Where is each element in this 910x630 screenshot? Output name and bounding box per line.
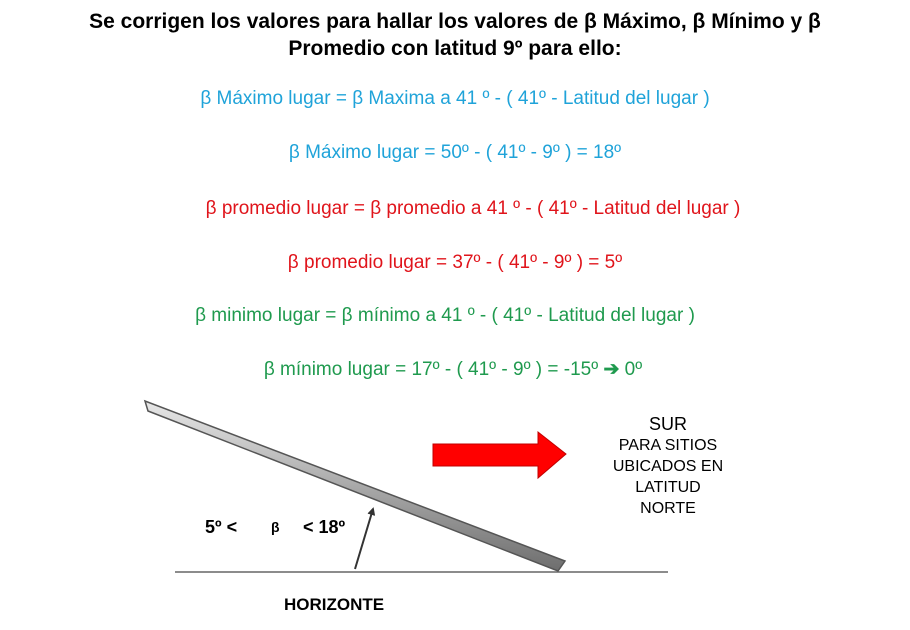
solar-panel-bar bbox=[145, 401, 565, 571]
max-result: β Máximo lugar = 50º - ( 41º - 9º ) = 18º bbox=[288, 142, 622, 163]
title-line-1: Se corrigen los valores para hallar los valores de β Máximo, β Mínimo y β bbox=[89, 10, 821, 33]
min-result-text: β mínimo lugar = 17º - ( 41º - 9º ) = -15º bbox=[263, 359, 599, 380]
horizon-label: HORIZONTE bbox=[284, 595, 385, 614]
south-label bbox=[598, 414, 738, 519]
south-line-2: UBICADOS EN bbox=[612, 458, 724, 475]
south-line-4: NORTE bbox=[640, 500, 696, 517]
min-formula: β minimo lugar = β mínimo a 41 º - ( 41º - Latitud del lugar ) bbox=[195, 305, 695, 326]
south-arrow-icon bbox=[433, 432, 566, 478]
min-result-final: 0º bbox=[624, 359, 643, 380]
range-low: 5º < bbox=[205, 517, 238, 537]
title-line-2: Promedio con latitud 9º para ello: bbox=[288, 37, 622, 60]
beta-symbol: β bbox=[271, 519, 280, 535]
avg-result: β promedio lugar = 37º - ( 41º - 9º ) = 5º bbox=[287, 252, 623, 273]
max-formula: β Máximo lugar = β Maxima a 41 º - ( 41º - Latitud del lugar ) bbox=[200, 88, 710, 109]
avg-formula: β promedio lugar = β promedio a 41 º - ( 41º - Latitud del lugar ) bbox=[205, 198, 741, 219]
range-high: < 18º bbox=[303, 517, 346, 537]
south-title: SUR bbox=[648, 414, 687, 434]
angle-arrow bbox=[355, 509, 373, 569]
right-arrow-icon: ➔ bbox=[603, 359, 620, 380]
south-line-1: PARA SITIOS bbox=[618, 437, 718, 454]
south-line-3: LATITUD bbox=[635, 479, 701, 496]
